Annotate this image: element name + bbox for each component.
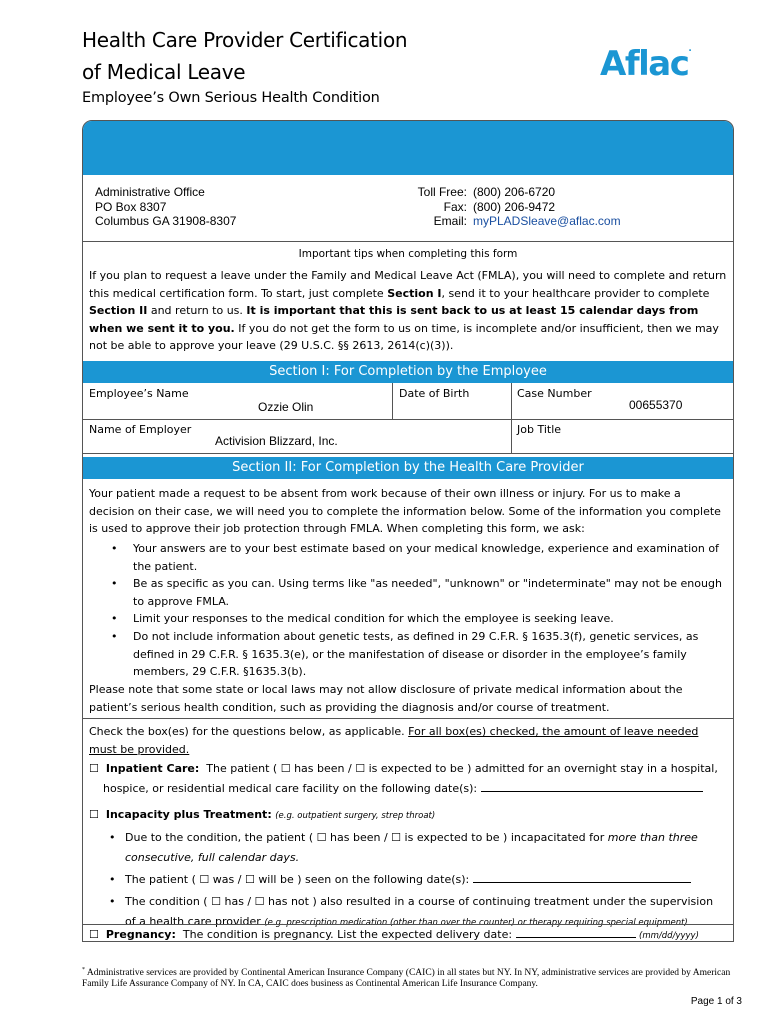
- inc-b1-text: Due to the condition, the patient (: [125, 831, 314, 844]
- employee-name-label: Employee’s Name: [89, 387, 189, 400]
- expected-label: is expected to be ) admitted for an overnight stay in a hospital,: [368, 762, 718, 775]
- fax-label: Fax:: [443, 199, 467, 214]
- incapacity-checkbox[interactable]: ☐: [89, 808, 99, 821]
- divider: [83, 718, 733, 719]
- check-intro-underlined: For all box(es) checked, the amount of leave needed must be provided.: [89, 725, 699, 756]
- form-body: [82, 120, 734, 942]
- inc-expected-checkbox[interactable]: ☐: [391, 831, 402, 844]
- tips-text-2: , send it to your healthcare provider to complete: [441, 286, 710, 300]
- footnote: [82, 965, 734, 990]
- header-band: [83, 121, 733, 175]
- privacy-note: Please note that some state or local laws may not allow disclosure of private medical information about the patient’s serious health condition, such as providing the diagnosis and/or course of treatment.: [89, 683, 683, 714]
- inc-has-been-checkbox[interactable]: ☐: [316, 831, 327, 844]
- contact-info: [407, 185, 621, 229]
- pregnancy-checkbox[interactable]: ☐: [89, 928, 99, 941]
- tips-text-1: If you plan to request a leave under the Family and Medical Leave Act (FMLA), you will need to complete and return this medical certification form. To start, just complete: [89, 269, 727, 300]
- will-be-checkbox[interactable]: ☐: [244, 873, 255, 886]
- inc-b2-text: The patient (: [125, 873, 196, 886]
- check-intro-text: Check the box(es) for the questions below, as applicable.: [89, 725, 409, 738]
- inpatient-care-question: [89, 759, 729, 799]
- list-item: • Be as specific as you can. Using terms like "as needed", "unknown" or "indeterminate" may not be enough to approve FMLA.: [111, 575, 729, 610]
- job-title-label: Job Title: [517, 423, 562, 436]
- section2-bar: Section II: For Completion by the Health Care Provider: [83, 457, 733, 479]
- page-number: Page 1 of 3: [690, 996, 742, 1007]
- seen-dates-field[interactable]: [473, 873, 691, 883]
- inpatient-checkbox[interactable]: ☐: [89, 762, 99, 775]
- tips-text-3: and return to us.: [147, 304, 247, 318]
- fax-value: (800) 206-9472: [473, 199, 556, 214]
- inpatient-text: The patient (: [206, 762, 278, 775]
- incapacity-question: [89, 805, 729, 933]
- form-title-line2: of Medical Leave: [82, 60, 246, 84]
- was-label: was /: [212, 873, 242, 886]
- list-item: • Limit your responses to the medical condition for which the employee is seeking leave.: [111, 610, 729, 628]
- divider: [83, 419, 733, 420]
- divider: [83, 453, 733, 454]
- list-item: • Your answers are to your best estimate based on your medical knowledge, experience and examination of the patient.: [111, 540, 729, 575]
- tips-bold-3: It is important that this is sent back to us at least 15 calendar days from when we sent it to you.: [89, 304, 699, 335]
- incapacity-example: (e.g. outpatient surgery, strep throat): [275, 811, 436, 821]
- pregnancy-text: The condition is pregnancy. List the expected delivery date:: [182, 928, 513, 941]
- inc-b3-text: The condition (: [125, 895, 208, 908]
- expected-checkbox[interactable]: ☐: [355, 762, 366, 775]
- case-number-label: Case Number: [517, 387, 592, 400]
- list-item: • Do not include information about genetic tests, as defined in 29 C.F.R. § 1635.3(f), genetic services, as defined in 29 C.F.R. § 1635.3(e), or the manifestation of disease or disorder in the employee’s family members, 29 C.F.R. §1635.3(b).: [111, 628, 729, 681]
- has-not-label: has not ) also resulted in a course of continuing treatment under the supervision: [268, 895, 714, 908]
- section1-bar: Section I: For Completion by the Employee: [83, 361, 733, 383]
- pregnancy-label: Pregnancy:: [105, 928, 176, 941]
- inpatient-dates-label: hospice, or residential medical care facility on the following date(s):: [103, 782, 478, 795]
- logo-mark: .: [688, 44, 692, 54]
- inc-b3-example: (e.g. prescription medication (other than over the counter) or therapy requiring special equipment): [264, 918, 688, 928]
- tips-text-4: If you do not get the form to us on time, is incomplete and/or insufficient, then we may not be able to approve your leave (29 U.S.C. §§ 2613, 2614(c)(3)).: [89, 321, 719, 353]
- employer-value[interactable]: Activision Blizzard, Inc.: [215, 434, 338, 448]
- tips-title: Important tips when completing this form: [298, 248, 518, 260]
- inpatient-label: Inpatient Care:: [105, 762, 200, 775]
- footnote-mark: *: [82, 967, 85, 973]
- aflac-logo: [600, 44, 692, 84]
- dob-label: Date of Birth: [399, 387, 470, 400]
- tips-bold-2: Section II: [89, 304, 148, 318]
- divider: [83, 241, 733, 242]
- check-instructions: [89, 723, 729, 758]
- inc-b3-line2: of a health care provider: [125, 915, 265, 928]
- has-checkbox[interactable]: ☐: [211, 895, 221, 908]
- employer-label: Name of Employer: [89, 423, 192, 436]
- has-been-checkbox[interactable]: ☐: [280, 762, 291, 775]
- form-subtitle: Employee’s Own Serious Health Condition: [82, 90, 380, 106]
- has-label: has /: [224, 895, 252, 908]
- instruction-list: [89, 540, 729, 681]
- logo-text: Aflac: [600, 44, 689, 84]
- delivery-date-field[interactable]: [516, 928, 636, 938]
- was-checkbox[interactable]: ☐: [199, 873, 210, 886]
- employee-name-value[interactable]: Ozzie Olin: [258, 400, 314, 414]
- will-be-label: will be ) seen on the following date(s):: [258, 873, 470, 886]
- tips-bold-1: Section I: [387, 286, 442, 300]
- case-number-value[interactable]: 00655370: [629, 398, 683, 412]
- incapacity-label: Incapacity plus Treatment:: [105, 808, 272, 821]
- has-been-label: has been /: [294, 762, 352, 775]
- form-title-line1: Health Care Provider Certification: [82, 28, 408, 52]
- office-line2: PO Box 8307: [95, 199, 167, 214]
- email-label: Email:: [433, 214, 467, 228]
- tollfree-value: (800) 206-6720: [473, 185, 556, 199]
- inc-expected-label: is expected to be ) incapacitated for: [404, 831, 608, 844]
- office-line1: Administrative Office: [95, 185, 205, 199]
- section2-intro: Your patient made a request to be absent from work because of their own illness or injury. For us to make a decision on their case, we will need you to complete the information below. Some of the information you complete is used to approve their job protection through FMLA. When completing this form, we ask:: [89, 487, 721, 536]
- email-link[interactable]: myPLADSleave@aflac.com: [473, 214, 621, 228]
- tips-paragraph: [89, 267, 729, 355]
- cell-divider: [511, 383, 512, 453]
- inpatient-dates-field[interactable]: [481, 782, 703, 792]
- office-address: [95, 185, 236, 229]
- tollfree-label: Toll Free:: [417, 185, 467, 199]
- cell-divider: [392, 383, 393, 419]
- footnote-text: Administrative services are provided by Continental American Insurance Company (CAIC) in all states but NY. In NY, administrative services are provided by American Family Life Assurance Company of NY. In CA, CAIC does business as Continental American Life Insurance Company.: [82, 968, 731, 990]
- office-line3: Columbus GA 31908-8307: [95, 214, 237, 228]
- inc-duration-text: more than three consecutive, full calendar days.: [125, 831, 698, 864]
- inc-has-been-label: has been /: [330, 831, 388, 844]
- date-format-hint: (mm/dd/yyyy): [639, 931, 699, 941]
- pregnancy-question: [89, 925, 729, 942]
- has-not-checkbox[interactable]: ☐: [254, 895, 265, 908]
